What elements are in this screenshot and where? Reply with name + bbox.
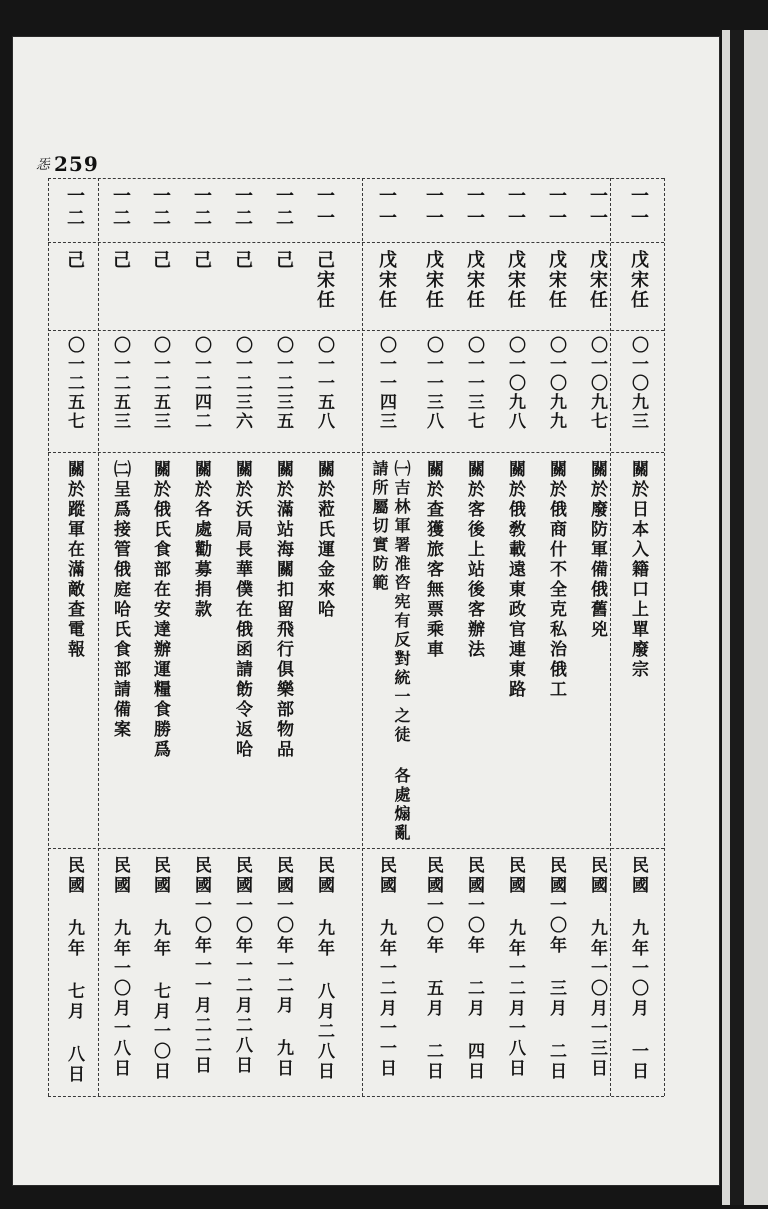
- file-type: 己宋任: [314, 250, 335, 310]
- date: 民國一〇年 二月 四日: [464, 856, 484, 1082]
- file-number: 〇一二四二: [191, 336, 211, 431]
- date: 民國 九年一〇月一八日: [110, 856, 130, 1079]
- table-row: [577, 186, 617, 1091]
- table-bottom-rule: [48, 1096, 664, 1097]
- column-divider: [98, 178, 99, 1096]
- date: 民國一〇年一一月二二日: [191, 856, 211, 1076]
- table-row: [263, 186, 303, 1091]
- date: 民國 九年 八月二八日: [314, 856, 334, 1082]
- file-type: 戊宋任: [546, 250, 567, 310]
- subject: ㈠吉林軍署准咨宪有反對統一之徒 各處煽亂請所屬切實防範: [370, 460, 411, 843]
- sequence-number: 一二: [64, 186, 85, 230]
- subject: 關於查獲旅客無票乘車: [423, 460, 443, 660]
- date: 民國一〇年 五月 二日: [423, 856, 443, 1082]
- file-type: 戊宋任: [587, 250, 608, 310]
- file-number: 〇一〇九三: [628, 336, 648, 431]
- binding-fold: [730, 30, 744, 1205]
- sequence-number: 一一: [546, 186, 567, 230]
- file-number: 〇一〇九七: [587, 336, 607, 431]
- subject: 關於廢防軍備俄舊兇: [587, 460, 607, 640]
- table-row: [618, 186, 658, 1091]
- table-left-rule: [48, 178, 49, 1096]
- sequence-number: 一一: [464, 186, 485, 230]
- subject: 關於各處勸募捐款: [191, 460, 211, 620]
- subject: 關於沃局長華僕在俄函請飭令返哈: [232, 460, 252, 760]
- subject: 關於客後上站後客辦法: [464, 460, 484, 660]
- date: 民國 九年 七月一〇日: [150, 856, 170, 1082]
- file-number: 〇一〇九九: [546, 336, 566, 431]
- table-row: [181, 186, 221, 1091]
- table-row: [536, 186, 576, 1091]
- sequence-number: 一一: [628, 186, 649, 230]
- subject: 關於日本入籍口上單廢宗: [628, 460, 648, 680]
- subject: 關於滿站海關扣留飛行俱樂部物品: [273, 460, 293, 760]
- sequence-number: 一一: [423, 186, 444, 230]
- file-type: 己: [110, 250, 131, 270]
- sequence-number: 一一: [376, 186, 397, 230]
- file-type: 戊宋任: [464, 250, 485, 310]
- subject: 關於蒞氏運金來哈: [314, 460, 334, 620]
- table-row: [222, 186, 262, 1091]
- subject: 關於俄商什不全克私治俄工: [546, 460, 566, 700]
- subject: 關於蹤軍在滿敵查電報: [64, 460, 84, 660]
- table-row: [54, 186, 94, 1091]
- sequence-number: 一二: [150, 186, 171, 230]
- date: 民國 九年 七月 八日: [64, 856, 84, 1085]
- sequence-number: 一二: [232, 186, 253, 230]
- file-number: 〇一一三八: [423, 336, 443, 431]
- file-type: 己: [191, 250, 212, 270]
- date: 民國 九年一二月一一日: [376, 856, 396, 1079]
- sequence-number: 一一: [505, 186, 526, 230]
- date: 民國一〇年 三月 二日: [546, 856, 566, 1082]
- table-right-rule: [664, 178, 665, 1096]
- file-type: 己: [273, 250, 294, 270]
- file-number: 〇一一三七: [464, 336, 484, 431]
- sequence-number: 一一: [587, 186, 608, 230]
- page-number: 259: [54, 152, 99, 176]
- table-row: [304, 186, 344, 1091]
- table-row: [454, 186, 494, 1091]
- sequence-number: 一二: [191, 186, 212, 230]
- table-row: [140, 186, 180, 1091]
- date: 民國一〇年一二月 九日: [273, 856, 293, 1079]
- file-type: 戊宋任: [505, 250, 526, 310]
- subject: ㈡呈爲接管俄庭哈氏食部請備案: [110, 460, 130, 740]
- sequence-number: 一二: [273, 186, 294, 230]
- table-row: [413, 186, 453, 1091]
- subject: 關於俄氏食部在安達辦運糧食勝爲: [150, 460, 170, 760]
- file-type: 戊宋任: [376, 250, 397, 310]
- file-number: 〇一二五三: [150, 336, 170, 431]
- sequence-number: 一一: [314, 186, 335, 230]
- table-row: [495, 186, 535, 1091]
- file-number: 〇一〇九八: [505, 336, 525, 431]
- date: 民國 九年一〇月一三日: [587, 856, 607, 1079]
- sequence-number: 一二: [110, 186, 131, 230]
- page-edge: [722, 30, 768, 1205]
- table-row: [100, 186, 140, 1091]
- file-number: 〇一二三六: [232, 336, 252, 431]
- file-type: 己: [64, 250, 85, 270]
- file-type: 戊宋任: [628, 250, 649, 310]
- file-type: 戊宋任: [423, 250, 444, 310]
- file-type: 己: [150, 250, 171, 270]
- table-row: [366, 186, 412, 1091]
- subject: 關於俄敎載遠東政官連東路: [505, 460, 525, 700]
- date: 民國一〇年一二月二八日: [232, 856, 252, 1076]
- date: 民國 九年一〇月 一日: [628, 856, 648, 1082]
- file-number: 〇一二五七: [64, 336, 84, 431]
- column-divider: [362, 178, 363, 1096]
- file-number: 〇一一四三: [376, 336, 396, 431]
- table-top-rule: [48, 178, 664, 179]
- date: 民國 九年一二月一八日: [505, 856, 525, 1079]
- file-number: 〇一二三五: [273, 336, 293, 431]
- file-number: 〇一二五三: [110, 336, 130, 431]
- file-type: 己: [232, 250, 253, 270]
- file-number: 〇一一五八: [314, 336, 334, 431]
- handwritten-mark: 㤅: [36, 157, 50, 173]
